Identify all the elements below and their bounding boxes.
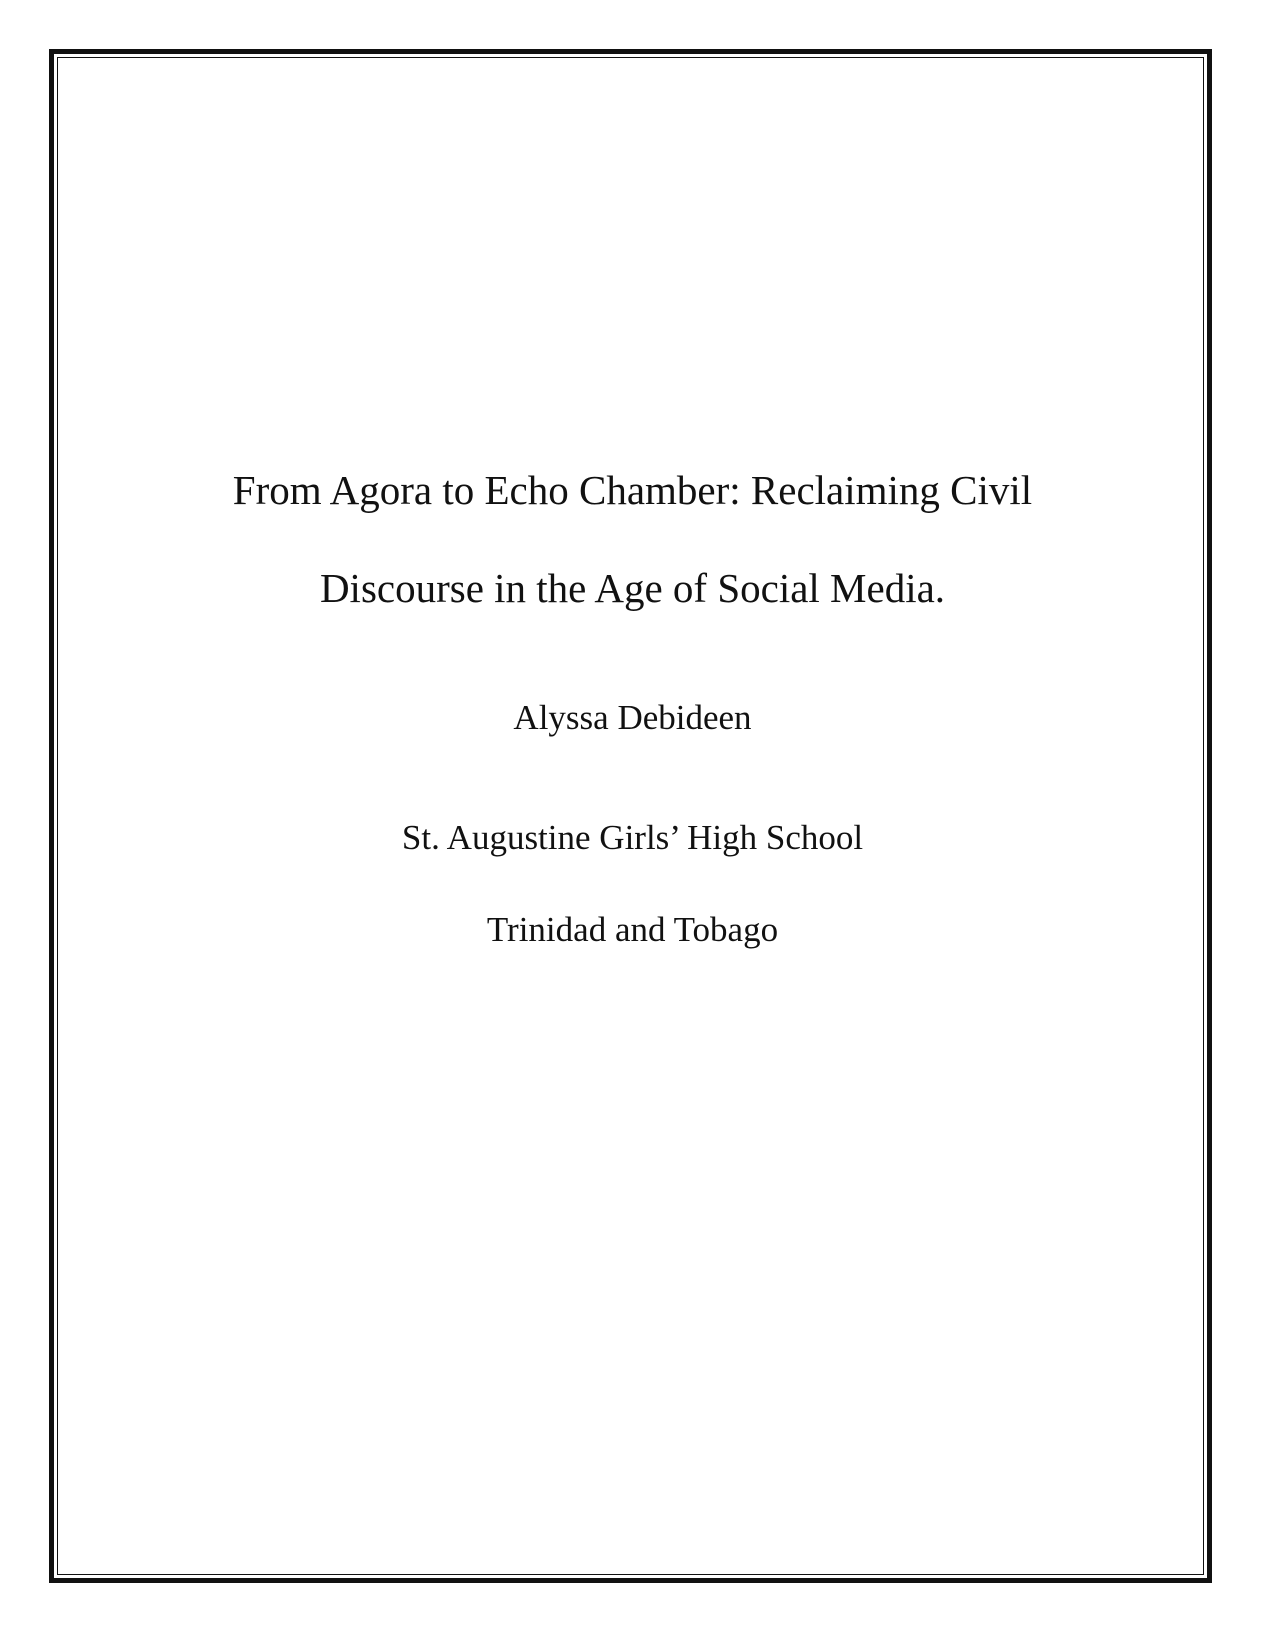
country-name: Trinidad and Tobago bbox=[486, 910, 779, 949]
document-title-line-1: From Agora to Echo Chamber: Reclaiming Civil bbox=[232, 467, 1033, 513]
page-border-inner bbox=[57, 57, 1204, 1575]
school-name: St. Augustine Girls’ High School bbox=[401, 818, 864, 857]
document-title-line-2: Discourse in the Age of Social Media. bbox=[319, 565, 946, 611]
author-name: Alyssa Debideen bbox=[513, 698, 752, 737]
